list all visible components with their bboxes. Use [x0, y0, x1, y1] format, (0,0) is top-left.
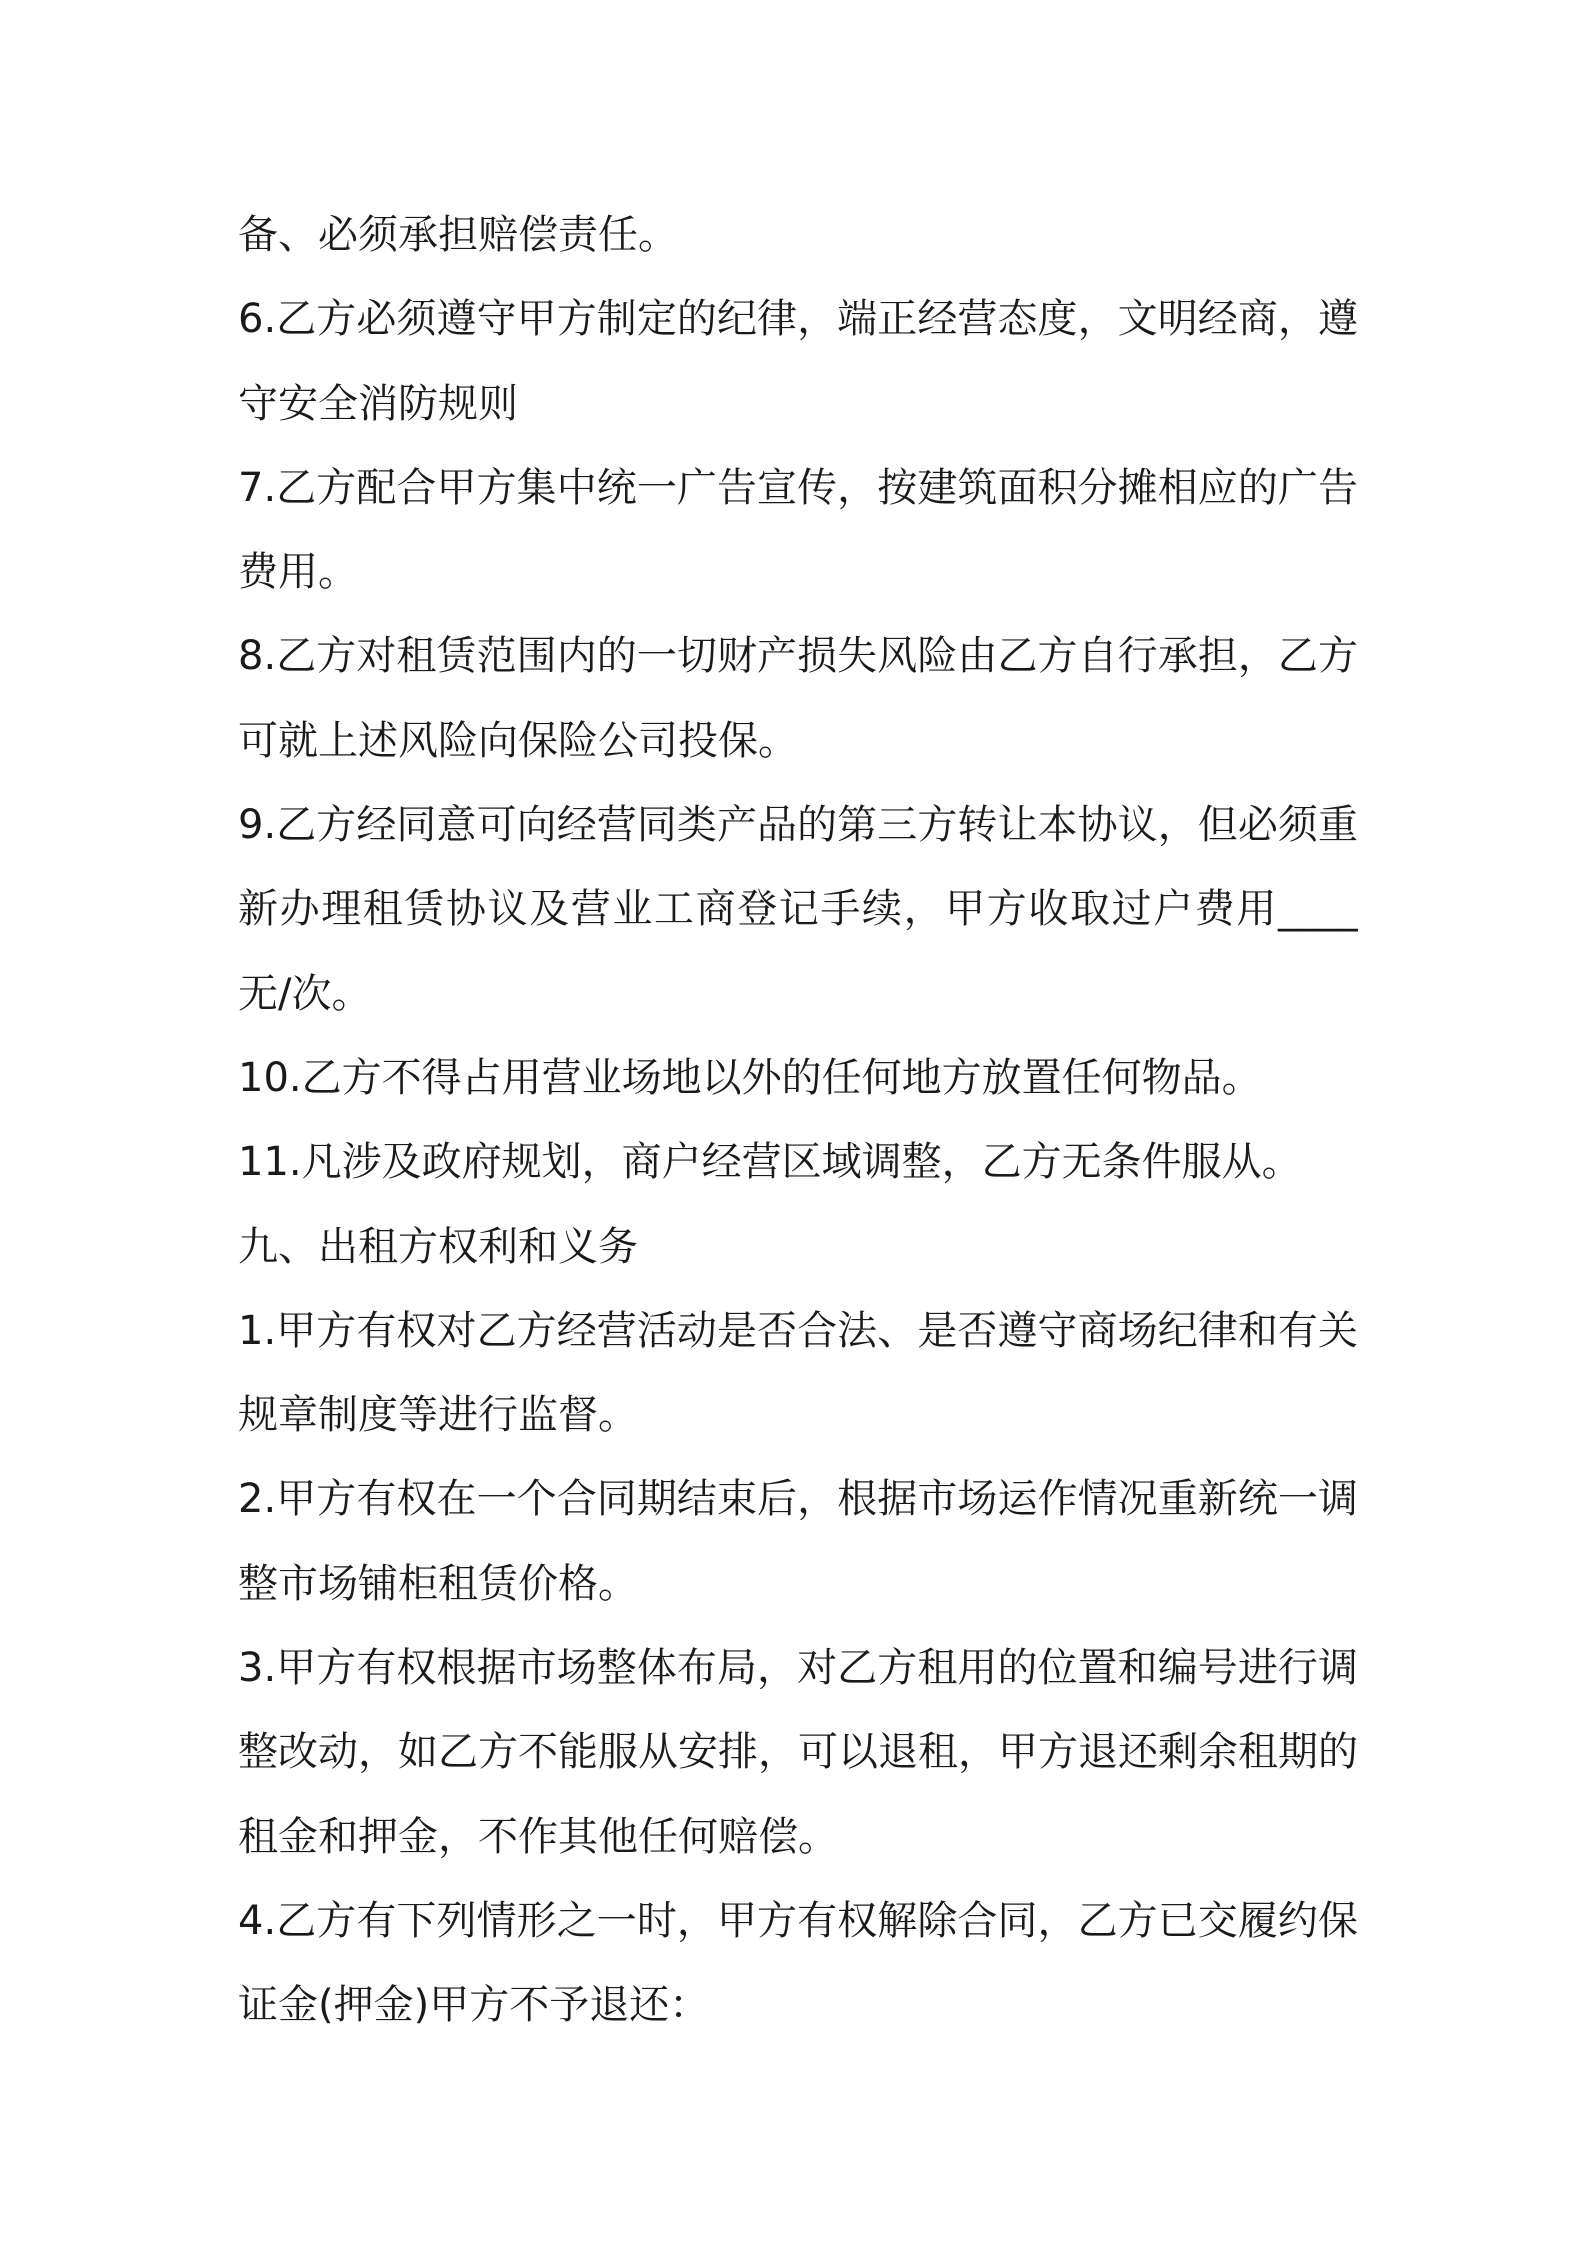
- text-line: 9.乙方经同意可向经营同类产品的第三方转让本协议，但必须重: [238, 802, 1358, 849]
- text-line: 1.甲方有权对乙方经营活动是否合法、是否遵守商场纪律和有关: [238, 1307, 1358, 1354]
- text-line: 无/次。: [238, 970, 372, 1017]
- text-line: 整市场铺柜租赁价格。: [238, 1560, 638, 1607]
- text-line: 租金和押金，不作其他任何赔偿。: [238, 1813, 838, 1860]
- text-line: 2.甲方有权在一个合同期结束后，根据市场运作情况重新统一调: [238, 1476, 1358, 1523]
- text-line: 可就上述风险向保险公司投保。: [238, 717, 798, 764]
- text-line: 10.乙方不得占用营业场地以外的任何地方放置任何物品。: [238, 1054, 1262, 1101]
- text-line: 整改动，如乙方不能服从安排，可以退租，甲方退还剩余租期的: [238, 1729, 1358, 1776]
- text-line: 11.凡涉及政府规划，商户经营区域调整，乙方无条件服从。: [238, 1139, 1302, 1186]
- text-line: 规章制度等进行监督。: [238, 1392, 638, 1439]
- text-line: 备、必须承担赔偿责任。: [238, 212, 678, 258]
- section-heading: 九、出租方权利和义务: [238, 1223, 638, 1270]
- text-line: 7.乙方配合甲方集中统一广告宣传，按建筑面积分摊相应的广告: [238, 464, 1358, 511]
- text-line: 证金(押金)甲方不予退还：: [238, 1982, 710, 2029]
- text-line: 新办理租赁协议及营业工商登记手续，甲方收取过户费用____: [238, 886, 1358, 933]
- document-body: [238, 193, 1358, 2048]
- text-line: 费用。: [238, 549, 358, 596]
- text-line: 6.乙方必须遵守甲方制定的纪律，端正经营态度，文明经商，遵: [238, 296, 1358, 343]
- text-line: 8.乙方对租赁范围内的一切财产损失风险由乙方自行承担，乙方: [238, 633, 1358, 680]
- text-line: 3.甲方有权根据市场整体布局，对乙方租用的位置和编号进行调: [238, 1645, 1358, 1692]
- text-line: 4.乙方有下列情形之一时，甲方有权解除合同，乙方已交履约保: [238, 1897, 1358, 1944]
- text-line: 守安全消防规则: [238, 380, 518, 427]
